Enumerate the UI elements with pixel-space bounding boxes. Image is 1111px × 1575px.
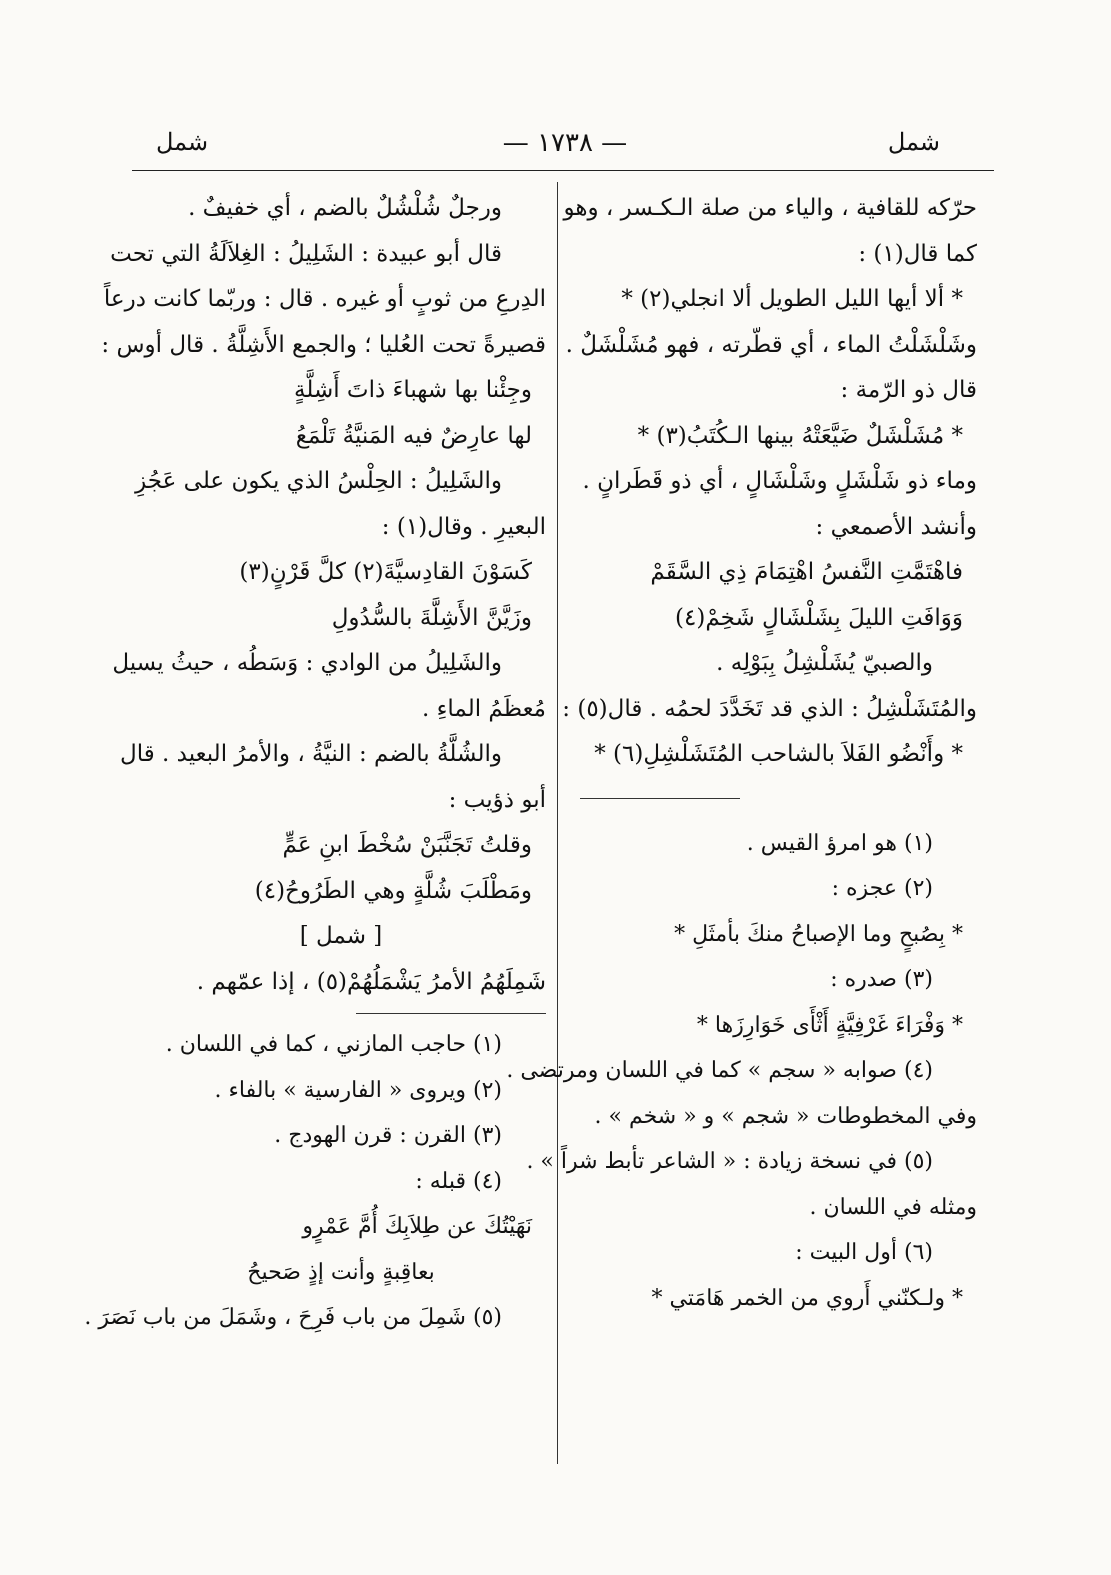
text-line: الدِرعِ من ثوبٍ أو غيره . قال : وربّما كانت درعاً — [103, 286, 546, 312]
text-line: وأنشد الأصمعي : — [815, 513, 977, 540]
text-line: [ شمل ] — [299, 923, 383, 949]
text-line: والصبيّ يُشَلْشِلُ بِبَوْلِه . — [716, 650, 933, 676]
footnote-line: (١) حاجب المازني ، كما في اللسان . — [165, 1032, 502, 1057]
text-line: قصيرةً تحت العُليا ؛ والجمع الأَشِلَّةُ . قال أوس : — [101, 331, 546, 358]
footnote-line: (٣) صدره : — [830, 967, 933, 992]
left-column-footnotes — [84, 1022, 546, 1341]
footnote-line: بعاقِبةٍ وأنت إذٍ صَحيحُ — [247, 1259, 435, 1285]
footnote-line: (٤) صوابه « سجم » كما في اللسان ومرتضى . — [506, 1058, 933, 1083]
footnote-line: (١) هو امرؤ القيس . — [746, 830, 933, 856]
text-line: والشَلِيلُ : الحِلْسُ الذي يكون على عَجُزِ — [135, 468, 502, 494]
footnote-line: (٦) أول البيت : — [795, 1240, 933, 1265]
text-line: وشَلْشَلْتُ الماء ، أي قطّرته ، فهو مُشَلْشَلٌ . — [565, 331, 977, 358]
footnote-rule — [356, 1013, 546, 1014]
verse-line: لها عارِضٌ فيه المَنيَّةُ تَلْمَعُ — [295, 422, 532, 449]
text-line: مُعظَمُ الماءِ . — [421, 695, 546, 722]
text-line: والمُتَشَلْشِلُ : الذي قد تَخَدَّدَ لحمُه . قال(٥) : — [562, 695, 977, 722]
verse-line: * بِصُبحٍ وما الإصباحُ منكَ بأمثَلِ * — [674, 921, 963, 947]
verse-line: * ألا أيها الليل الطويل ألا انجلي(٢) * — [621, 286, 963, 312]
verse-line: فاهْتَمَّتِ النَّفسُ اهْتِمَامَ ذِي السَّقَمْ — [650, 559, 963, 585]
verse-line: * مُشَلْشَلٌ ضَيَّعَتْهُ بينها الـكُتَبُ(٣) * — [637, 422, 963, 449]
text-line: والشُلَّةُ بالضم : النيَّةُ ، والأمرُ البعيد . قال — [119, 741, 502, 767]
footnote-line: ومثله في اللسان . — [809, 1194, 977, 1220]
footnote-line: (٥) شَمِلَ من باب فَرِحَ ، وشَمَلَ من باب نَصَرَ . — [84, 1305, 502, 1330]
footnote-line: (٢) ويروى « الفارسية » بالفاء . — [214, 1077, 502, 1103]
text-line: ورجلٌ شُلْشُلٌ بالضم ، أي خفيفٌ . — [188, 195, 502, 221]
left-column — [84, 186, 546, 1341]
header-rule — [132, 170, 994, 171]
verse-line: * وَفْرَاءَ غَرْفِيَّةٍ أَثْأَى خَوَارِزَها * — [696, 1012, 963, 1038]
right-column-footnotes — [506, 821, 977, 1322]
verse-line: وجِئْنا بها شهباءَ ذاتَ أَشِلَّةٍ — [294, 377, 532, 403]
verse-line: نَهَيْتُكَ عن طِلاَبِكَ أُمَّ عَمْرٍو — [302, 1214, 532, 1239]
verse-line: ومَطْلَبَ شُلَّةٍ وهي الطَرُوحُ(٤) — [254, 877, 532, 904]
verse-line: * وأَنْضُو الفَلاَ بالشاحب المُتَشَلْشِلِ(٦) * — [594, 741, 963, 767]
verse-line: وَوَافَتِ الليلَ بِشَلْشَالٍ شَخِمْ(٤) — [675, 604, 963, 631]
verse-line: وزَيَّنَّ الأَشِلَّةَ بالسُّدُولِ — [331, 604, 532, 631]
footnote-line: (٥) في نسخة زيادة : « الشاعر تأبط شراً » . — [526, 1149, 933, 1174]
left-column-body — [101, 186, 546, 1005]
header-left-word: شمل — [156, 128, 209, 156]
page-number: — ١٧٣٨ — — [502, 128, 628, 158]
text-line: والشَلِيلُ من الوادي : وَسَطُه ، حيثُ يسيل — [112, 650, 502, 676]
column-divider — [557, 182, 558, 1464]
footnote-line: (٤) قبله : — [415, 1168, 502, 1194]
verse-line: * ولـكنّني أَروي من الخمر هَامَتي * — [651, 1285, 963, 1311]
footnote-line: (٢) عجزه : — [831, 876, 933, 901]
right-column-body — [562, 186, 977, 778]
text-line: قال أبو عبيدة : الشَلِيلُ : الغِلاَلَةُ التي تحت — [110, 240, 502, 267]
text-line: حرّكه للقافية ، والياء من صلة الـكـسر ، وهو — [563, 195, 977, 221]
verse-line: كَسَوْنَ القادِسيَّةَ(٢) كلَّ قَرْنٍ(٣) — [239, 559, 532, 585]
verse-line: وقلتُ تَجَنَّبَنْ سُخْطَ ابنِ عَمٍّ — [282, 832, 532, 858]
text-line: البعيرِ . وقال(١) : — [381, 513, 546, 540]
text-line: شَمِلَهُمُ الأمرُ يَشْمَلُهُمْ(٥) ، إذا عمّهم . — [196, 968, 546, 995]
footnote-line: وفي المخطوطات « شجم » و « شخم » . — [594, 1103, 977, 1129]
text-line: وماء ذو شَلْشَلٍ وشَلْشَالٍ ، أي ذو قَطَرانٍ . — [582, 468, 977, 494]
text-line: قال ذو الرّمة : — [840, 377, 977, 403]
running-header — [140, 128, 990, 172]
header-right-word: شمل — [887, 128, 940, 156]
text-line: أبو ذؤيب : — [448, 786, 546, 813]
text-line: كما قال(١) : — [858, 240, 977, 267]
footnote-line: (٣) القرن : قرن الهودج . — [274, 1123, 502, 1148]
right-column — [506, 186, 977, 1321]
footnote-rule — [580, 798, 740, 799]
